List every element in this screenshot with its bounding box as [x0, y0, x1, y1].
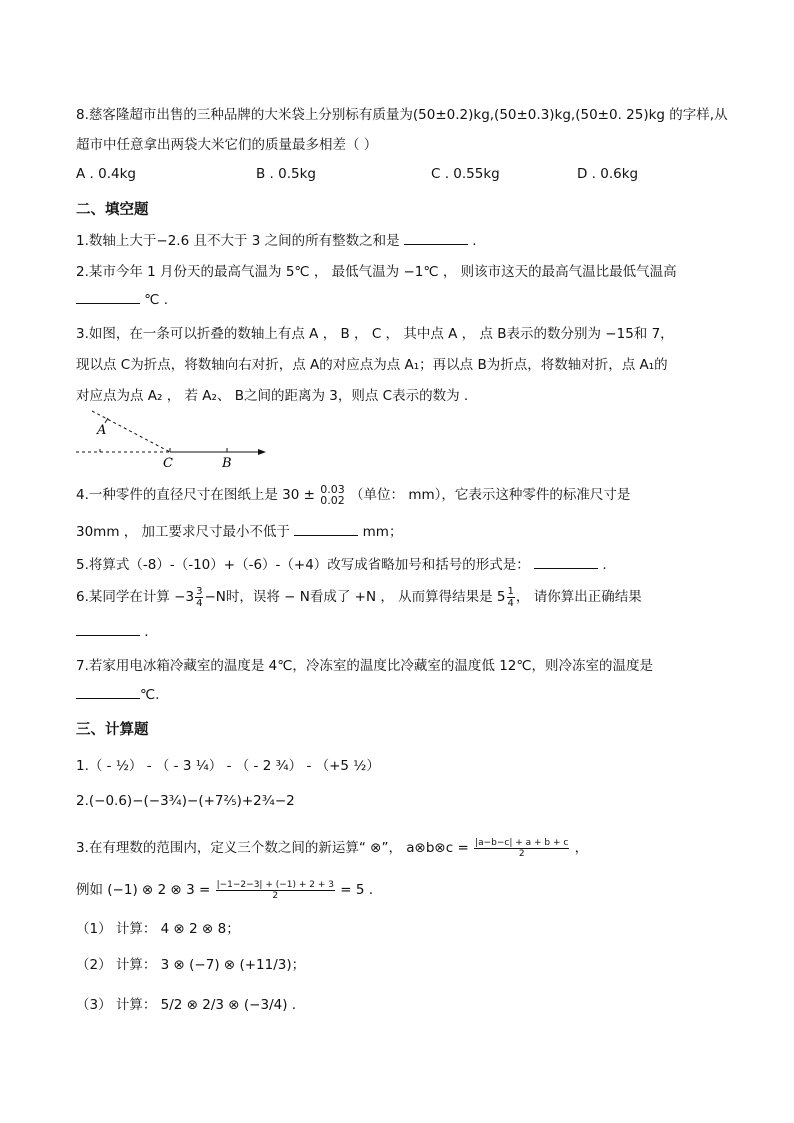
calc-q1: 1.（ - ½） - （ - 3 ¼） - （ - 2 ¾） - （+5 ½）	[76, 758, 380, 774]
fill-q2: 2.某市今年 1 月份天的最高气温为 5℃ ， 最低气温为 −1℃ ， 则该市这天的最高气温比最低气温高	[76, 264, 677, 280]
calc-q3-sub3: （3） 计算： 5/2 ⊗ 2/3 ⊗ (−3/4) .	[76, 997, 297, 1013]
example-fraction	[216, 880, 335, 901]
calc-q3-example	[76, 878, 373, 901]
fill-q6	[76, 585, 642, 609]
example-pre: 例如 (−1) ⊗ 2 ⊗ 3 =	[76, 882, 211, 898]
tolerance-upper: 0.03	[320, 483, 345, 496]
folded-number-line-figure	[70, 405, 280, 475]
answer-blank	[76, 291, 140, 304]
calc-q3-def-end: ，	[574, 840, 589, 856]
fill-q6-pre: 6.某同学在计算 −3	[76, 589, 195, 605]
numerator: 3	[196, 585, 203, 597]
example-post: = 5 .	[340, 882, 374, 898]
calc-q3-def: 3.在有理数的范围内，定义三个数之间的新运算“ ⊗”， a⊗b⊗c =	[76, 840, 469, 856]
fill-q3-line3: 对应点为点 A₂ ， 若 A₂、 B之间的距离为 3，则点 C表示的数为 .	[76, 388, 469, 404]
denominator: 4	[507, 597, 514, 609]
fill-q1-text: 1.数轴上大于−2.6 且不大于 3 之间的所有整数之和是	[76, 233, 400, 249]
fill-q5-end: .	[602, 557, 607, 573]
fill-q6-mid: −N时，误将 − N看成了 +N ， 从而算得结果是 5	[204, 589, 506, 605]
q8-line2: 超市中任意拿出两袋大米它们的质量最多相差（ ）	[76, 137, 378, 153]
section-title-fill: 二、填空题	[76, 202, 149, 218]
fill-q2-answer	[76, 291, 168, 308]
fill-q4-post: （单位： mm），它表示这种零件的标准尺寸是	[350, 487, 631, 503]
q8-option-c: C . 0.55kg	[431, 166, 500, 182]
numerator: 1	[507, 585, 514, 597]
answer-blank	[534, 556, 598, 569]
fill-q5-text: 5.将算式（-8）-（-10）+（-6）-（+4）改写成省略加号和括号的形式是：	[76, 557, 530, 573]
calc-q3-line1	[76, 836, 588, 859]
fill-q4-line2pre: 30mm ， 加工要求尺寸最小不低于	[76, 524, 291, 540]
fill-q3-line1: 3.如图，在一条可以折叠的数轴上有点 A ， B ， C ， 其中点 A ， 点 B表示的数分别为 −15和 7，	[76, 326, 674, 342]
denominator: 2	[272, 890, 279, 901]
fill-q1-end: .	[472, 233, 477, 249]
answer-blank	[294, 523, 358, 536]
fill-q6-post: ， 请你算出正确结果	[515, 589, 642, 605]
q8-option-b: B . 0.5kg	[256, 166, 316, 182]
calc-q3-sub2: （2） 计算： 3 ⊗ (−7) ⊗ (+11/3)；	[76, 957, 306, 973]
label-c: C	[163, 456, 173, 471]
fill-q4-line1	[76, 483, 630, 506]
fill-q5	[76, 553, 607, 573]
q8-option-d: D . 0.6kg	[577, 166, 639, 182]
fill-q6-end: .	[144, 624, 149, 640]
definition-fraction	[474, 838, 569, 859]
fill-q7: 7.若家用电冰箱冷藏室的温度是 4℃，冷冻室的温度比冷藏室的温度低 12℃，则冷冻室的温度是	[76, 658, 654, 674]
fill-q3-line2: 现以点 C为折点，将数轴向右对折，点 A的对应点为点 A₁；再以点 B为折点，将数轴对折，点 A₁的	[76, 357, 668, 373]
fill-q4-pre: 4.一种零件的直径尺寸在图纸上是 30 ±	[76, 487, 315, 503]
fraction	[195, 586, 203, 609]
q8-line1: 8.慈客隆超市出售的三种品牌的大米袋上分别标有质量为(50±0.2)kg,(50±0.3)kg,(50±0. 25)kg 的字样,从	[76, 107, 728, 123]
fill-q6-answer	[76, 623, 149, 640]
label-a: A	[97, 423, 107, 438]
tolerance-lower: 0.02	[320, 494, 345, 507]
denominator: 4	[196, 597, 203, 609]
fill-q2-unit: ℃ .	[144, 292, 169, 308]
label-b: B	[222, 456, 232, 471]
fill-q4-line2	[76, 520, 402, 540]
fraction	[507, 586, 515, 609]
answer-blank	[404, 232, 468, 245]
denominator: 2	[518, 848, 525, 859]
tolerance	[320, 484, 345, 506]
answer-blank	[76, 686, 140, 699]
section-title-calc: 三、计算题	[76, 722, 149, 738]
fill-q4-line2post: mm；	[362, 524, 403, 540]
fill-q1	[76, 229, 477, 249]
q8-option-a: A . 0.4kg	[76, 166, 136, 182]
calc-q2: 2.(−0.6)−(−3¾)−(+7⅖)+2¾−2	[76, 793, 295, 809]
axis-arrow-icon	[258, 449, 266, 455]
calc-q3-sub1: （1） 计算： 4 ⊗ 2 ⊗ 8；	[76, 921, 240, 937]
fill-q7-answer	[76, 686, 159, 703]
numerator: |−1−2−3| + (−1) + 2 + 3	[216, 879, 334, 890]
fill-q7-unit: ℃.	[140, 687, 160, 703]
answer-blank	[76, 623, 140, 636]
numerator: |a−b−c| + a + b + c	[475, 837, 569, 848]
